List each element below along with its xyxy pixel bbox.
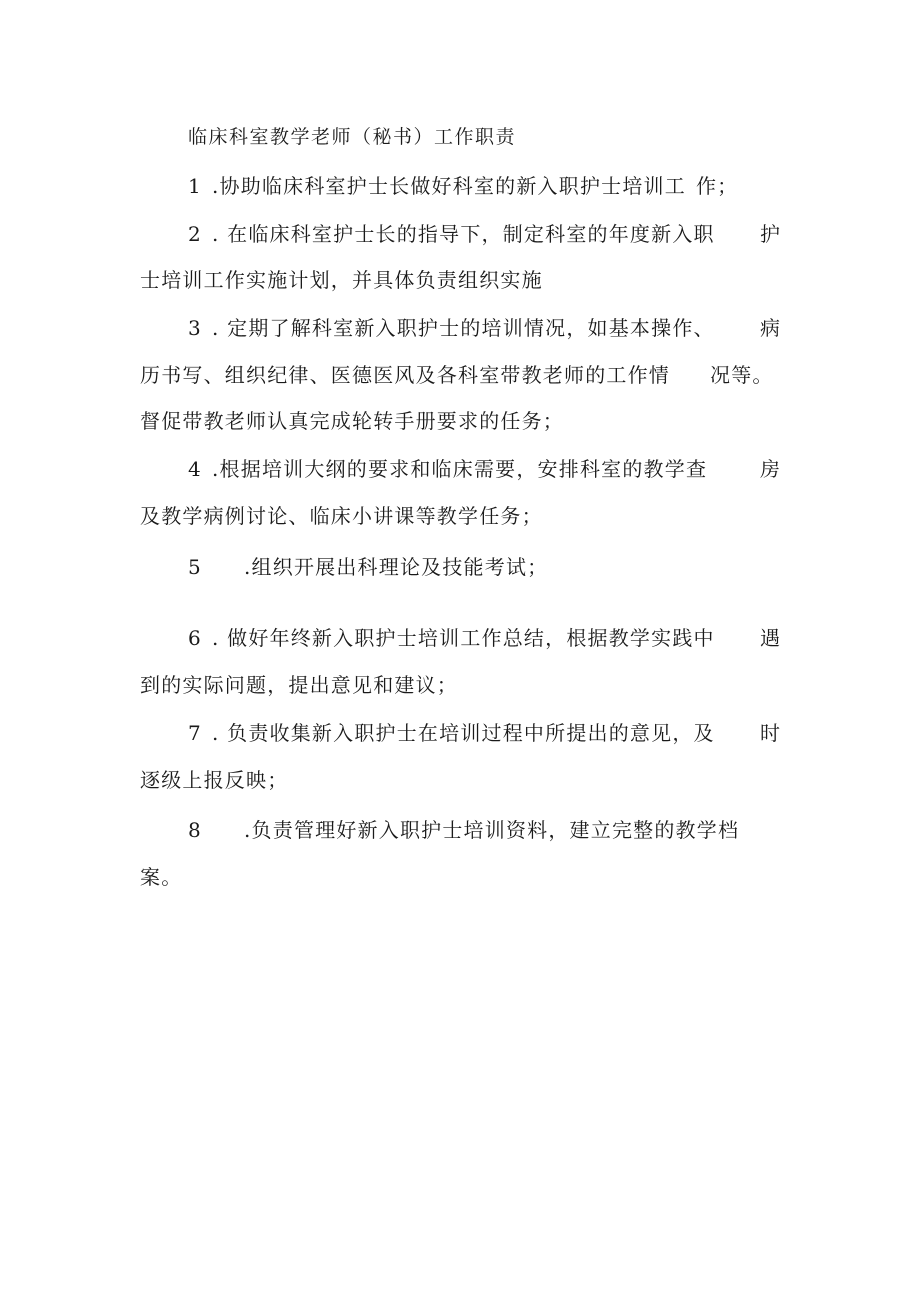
item-text: . 在临床科室护士长的指导下，制定科室的年度新入职 (212, 222, 715, 246)
item-number: 5 (188, 555, 202, 579)
item-text-tail: 遇 (760, 626, 782, 650)
item-number: 2 (188, 222, 202, 246)
list-item-8 (188, 816, 739, 844)
item-text-tail: 房 (760, 457, 782, 481)
item-text-tail: 病 (760, 316, 782, 340)
list-item-2 (188, 220, 715, 248)
item-number: 6 (188, 626, 202, 650)
item-text: 案。 (140, 865, 183, 889)
item-text-tail: 况等。 (710, 363, 774, 387)
list-item-7 (188, 719, 715, 747)
list-item-1 (188, 172, 738, 200)
item-text: . 负责收集新入职护士在培训过程中所提出的意见，及 (212, 721, 715, 745)
item-text-tail: 护 (760, 222, 782, 246)
item-text: 历书写、组织纪律、医德医风及各科室带教老师的工作情 (140, 363, 670, 387)
item-text: . 做好年终新入职护士培训工作总结，根据教学实践中 (212, 626, 715, 650)
item-number: 3 (188, 316, 202, 340)
item-number: 1 (188, 174, 202, 198)
item-number: 7 (188, 721, 202, 745)
item-text: 逐级上报反映； (140, 768, 289, 792)
item-number: 8 (188, 818, 202, 842)
item-text: 士培训工作实施计划，并具体负责组织实施 (140, 268, 543, 292)
page-title: 临床科室教学老师（秘书）工作职责 (188, 126, 517, 148)
item-text: 督促带教老师认真完成轮转手册要求的任务； (140, 409, 564, 433)
item-number: 4 (188, 457, 202, 481)
item-text-tail: 时 (760, 721, 782, 745)
list-item-6 (188, 624, 715, 652)
item-text: 及教学病例讨论、临床小讲课等教学任务； (140, 504, 543, 528)
item-text: .协助临床科室护士长做好科室的新入职护士培训工 (212, 174, 686, 198)
item-text: 作； (695, 174, 739, 198)
item-text: . 定期了解科室新入职护士的培训情况，如基本操作、 (212, 316, 715, 340)
list-item-3 (188, 314, 715, 342)
item-text: .负责管理好新入职护士培训资料，建立完整的教学档 (244, 818, 740, 842)
list-item-4 (188, 455, 707, 483)
item-text: .组织开展出科理论及技能考试； (244, 555, 549, 579)
item-text: .根据培训大纲的要求和临床需要，安排科室的教学查 (212, 457, 708, 481)
list-item-5 (188, 553, 548, 581)
item-text: 到的实际问题，提出意见和建议； (140, 673, 458, 697)
